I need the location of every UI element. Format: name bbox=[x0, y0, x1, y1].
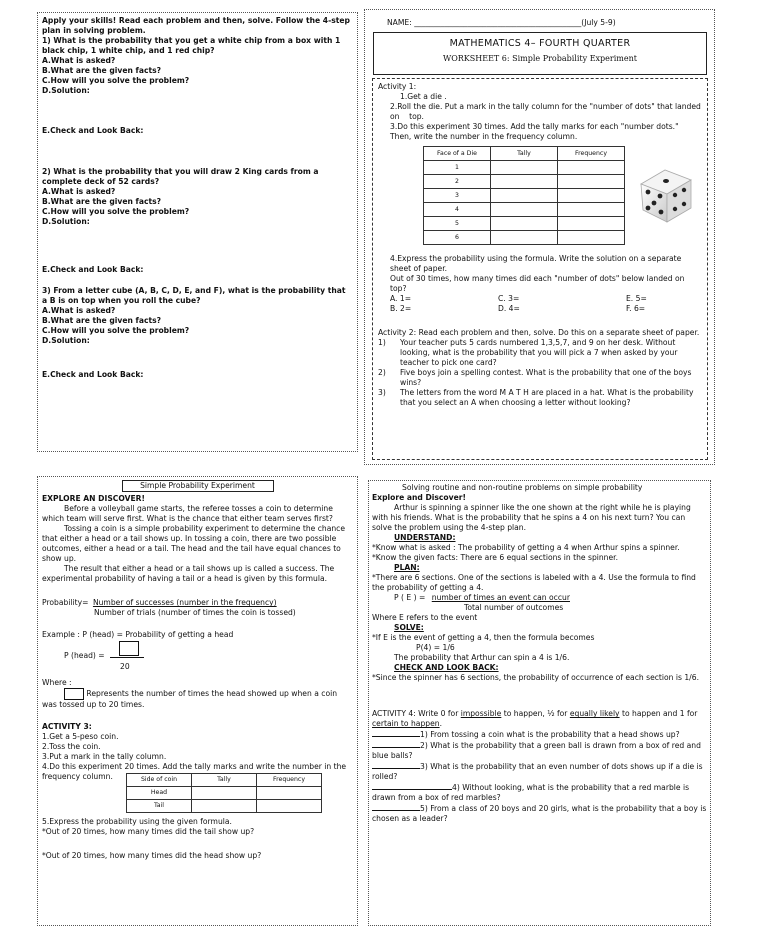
paragraph-1: Before a volleyball game starts, the referee tosses a coin to determine which team will serve first. What is the chance that either team serves first? bbox=[42, 504, 336, 524]
table-row: Head bbox=[127, 787, 322, 800]
table-row: 6 bbox=[424, 231, 625, 245]
result-text: The probability that Arthur can spin a 4 is 1/6. bbox=[394, 653, 570, 663]
worksheet-header bbox=[373, 32, 707, 75]
name-line: NAME: ____________________________________________(July 5-9) bbox=[387, 18, 616, 27]
die-tally-table bbox=[423, 146, 625, 245]
choice-c: C. 3= bbox=[498, 294, 520, 304]
problem-3-facts: B.What are the given facts? bbox=[42, 316, 162, 326]
where-label: Where : bbox=[42, 678, 72, 688]
example-text: Example : P (head) = Probability of getting a head bbox=[42, 630, 234, 640]
answer-box bbox=[64, 688, 84, 700]
problem-1-asked: A.What is asked? bbox=[42, 56, 116, 66]
coin-tally-table bbox=[126, 773, 322, 813]
problem-2-facts: B.What are the given facts? bbox=[42, 197, 162, 207]
section-title: Solving routine and non-routine problems on simple probability bbox=[402, 483, 643, 492]
activity-2-title: Activity 2: Read each problem and then, solve. Do this on a separate sheet of paper. bbox=[378, 328, 700, 338]
experiment-title: Simple Probability Experiment bbox=[122, 480, 274, 492]
activity-3-step: 3.Put a mark in the tally column. bbox=[42, 752, 167, 762]
choice-a: A. 1= bbox=[390, 294, 412, 304]
solve-text: *If E is the event of getting a 4, then the formula becomes bbox=[372, 633, 595, 643]
answer-blank[interactable] bbox=[372, 740, 420, 748]
understand-facts: *Know the given facts: There are 6 equal sections in the spinner. bbox=[372, 553, 619, 563]
worksheet-panel bbox=[364, 9, 715, 465]
tail-question: *Out of 20 times, how many times did the tail show up? bbox=[42, 827, 255, 837]
activity-1-step-1: 1.Get a die . bbox=[400, 92, 447, 102]
activity-2-item: 1) Your teacher puts 5 cards numbered 1,3,5,7, and 9 on her desk. Without looking, what is the probability that you will pick a 7 when asked by your teacher to pick one card? bbox=[378, 338, 678, 368]
table-header: Tally bbox=[491, 147, 558, 161]
solve-heading: SOLVE: bbox=[394, 623, 424, 633]
paragraph-3: The result that either a head or a tail shows up is called a success. The experimental probability of having a tail or a head is given by this formula. bbox=[42, 564, 337, 584]
problem-1-solution: D.Solution: bbox=[42, 86, 90, 96]
activity-4-item: 3) What is the probability that an even number of dots shows up if a die is rolled? bbox=[372, 762, 706, 782]
worksheet-title: MATHEMATICS 4– FOURTH QUARTER bbox=[449, 38, 631, 49]
problem-3-solution: D.Solution: bbox=[42, 336, 90, 346]
problem-3-check: E.Check and Look Back: bbox=[42, 370, 144, 380]
experiment-panel bbox=[37, 476, 358, 926]
plan-heading: PLAN: bbox=[394, 563, 420, 573]
explore-heading: EXPLORE AN DISCOVER! bbox=[42, 494, 145, 504]
table-row: Tail bbox=[127, 800, 322, 813]
answer-box[interactable] bbox=[119, 641, 139, 656]
choice-f: F. 6= bbox=[626, 304, 646, 314]
activity-1-title: Activity 1: bbox=[378, 82, 417, 91]
problem-1-how: C.How will you solve the problem? bbox=[42, 76, 190, 86]
check-heading: CHECK AND LOOK BACK: bbox=[394, 663, 499, 673]
problem-2-how: C.How will you solve the problem? bbox=[42, 207, 190, 217]
table-header: Face of a Die bbox=[424, 147, 491, 161]
problem-3-how: C.How will you solve the problem? bbox=[42, 326, 190, 336]
choice-e: E. 5= bbox=[626, 294, 647, 304]
problem-1-facts: B.What are the given facts? bbox=[42, 66, 162, 76]
problem-3-question: 3) From a letter cube (A, B, C, D, E, and F), what is the probability that a B is on top when you roll the cube? bbox=[42, 286, 349, 306]
activity-2-item: 2) Five boys join a spelling contest. What is the probability that one of the boys wins? bbox=[378, 368, 692, 388]
spinner-problem-panel bbox=[368, 480, 711, 926]
where-event: Where E refers to the event bbox=[372, 613, 478, 623]
answer-blank[interactable] bbox=[372, 803, 420, 811]
where-description: Represents the number of times the head showed up when a coin was tossed up to 20 times. bbox=[42, 689, 338, 710]
problem-1-question: 1) What is the probability that you get a white chip from a box with 1 black chip, 1 white chip, and 1 red chip? bbox=[42, 36, 343, 56]
table-header: Side of coin bbox=[127, 774, 192, 787]
probability-formula: Probability= Number of successes (number in the frequency) Number of trials (number of times the coin is tossed) bbox=[42, 598, 296, 618]
table-header: Frequency bbox=[558, 147, 625, 161]
understand-asked: *Know what is asked : The probability of getting a 4 when Arthur spins a spinner. bbox=[372, 543, 680, 553]
choice-d: D. 4= bbox=[498, 304, 520, 314]
table-header: Tally bbox=[192, 774, 257, 787]
problem-2-question: 2) What is the probability that you will draw 2 King cards from a complete deck of 52 cards? bbox=[42, 167, 322, 187]
activity-4-instructions: ACTIVITY 4: Write 0 for impossible to happen, ½ for equally likely to happen and 1 for certain to happen. bbox=[372, 709, 700, 729]
plan-text: *There are 6 sections. One of the sections is labeled with a 4. Use the formula to find the probability of getting a 4. bbox=[372, 573, 699, 593]
answer-blank[interactable] bbox=[372, 782, 452, 790]
activity-1-step-3: 3.Do this experiment 30 times. Add the tally marks for each "number dots." Then, write the number in the frequency column. bbox=[390, 122, 682, 142]
table-row: 5 bbox=[424, 217, 625, 231]
problem-2-asked: A.What is asked? bbox=[42, 187, 116, 197]
problem-1-check: E.Check and Look Back: bbox=[42, 126, 144, 136]
activity-3-step: 1.Get a 5-peso coin. bbox=[42, 732, 119, 742]
worksheet-subtitle: WORKSHEET 6: Simple Probability Experiment bbox=[443, 53, 637, 63]
activity-1-question: Out of 30 times, how many times did each "number of dots" below landed on top? bbox=[390, 274, 687, 294]
table-row: 4 bbox=[424, 203, 625, 217]
activity-4-item: 5) From a class of 20 boys and 20 girls, what is the probability that a boy is chosen as a leader? bbox=[372, 804, 709, 824]
table-header: Frequency bbox=[257, 774, 322, 787]
problem-3-asked: A.What is asked? bbox=[42, 306, 116, 316]
answer-blank[interactable] bbox=[372, 729, 420, 737]
activity-4-item: 2) What is the probability that a green ball is drawn from a box of red and blue balls? bbox=[372, 741, 704, 761]
spinner-paragraph: Arthur is spinning a spinner like the one shown at the right while he is playing with his friends. What is the probability that he spins a 4 on his next turn? You can solve the problem using the 4-step plan. bbox=[372, 503, 694, 533]
activity-1-step-2: 2.Roll the die. Put a mark in the tally column for the "number of dots" that landed on top. bbox=[390, 102, 704, 122]
probability-of-four: P(4) = 1/6 bbox=[416, 643, 455, 653]
table-row: 2 bbox=[424, 175, 625, 189]
die-image bbox=[633, 162, 699, 226]
check-text: *Since the spinner has 6 sections, the probability of occurrence of each section is 1/6. bbox=[372, 673, 699, 683]
problem-solving-panel bbox=[37, 12, 358, 452]
explore-heading: Explore and Discover! bbox=[372, 493, 466, 503]
understand-heading: UNDERSTAND: bbox=[394, 533, 456, 543]
activity-3-step-5: 5.Express the probability using the given formula. bbox=[42, 817, 232, 827]
activity-2-item: 3) The letters from the word M A T H are placed in a hat. What is the probability that you select an A when choosing a letter without looking? bbox=[378, 388, 694, 408]
head-question: *Out of 20 times, how many times did the head show up? bbox=[42, 851, 262, 861]
table-row: 1 bbox=[424, 161, 625, 175]
activity-3-step: 4.Do this experiment 20 times. Add the tally marks and write the number in the frequency column. bbox=[42, 762, 349, 782]
event-formula: P ( E ) = number of times an event can occur Total number of outcomes bbox=[394, 593, 570, 613]
problem-2-solution: D.Solution: bbox=[42, 217, 90, 227]
answer-blank[interactable] bbox=[372, 761, 420, 769]
activities-box bbox=[372, 78, 708, 460]
instructions: Apply your skills! Read each problem and then, solve. Follow the 4-step plan in solving problem. bbox=[42, 16, 353, 36]
activity-4-item: 4) Without looking, what is the probability that a red marble is drawn from a box of red marbles? bbox=[372, 783, 692, 803]
table-row: 3 bbox=[424, 189, 625, 203]
activity-3-title: ACTIVITY 3: bbox=[42, 722, 92, 732]
head-formula: P (head) = 20 bbox=[42, 640, 353, 678]
choice-b: B. 2= bbox=[390, 304, 412, 314]
activity-4-item: 1) From tossing a coin what is the probability that a head shows up? bbox=[372, 729, 707, 740]
paragraph-2: Tossing a coin is a simple probability experiment to determine the chance that either a head or a tail shows up. In tossing a coin, there are two possible outcomes, either a head or a tail. The head and the tail have equal chances to show up. bbox=[42, 524, 348, 564]
activity-1-step-4: 4.Express the probability using the formula. Write the solution on a separate sheet of paper. bbox=[390, 254, 684, 274]
answer-choices bbox=[378, 294, 702, 314]
activity-3-step: 2.Toss the coin. bbox=[42, 742, 101, 752]
problem-2-check: E.Check and Look Back: bbox=[42, 265, 144, 275]
